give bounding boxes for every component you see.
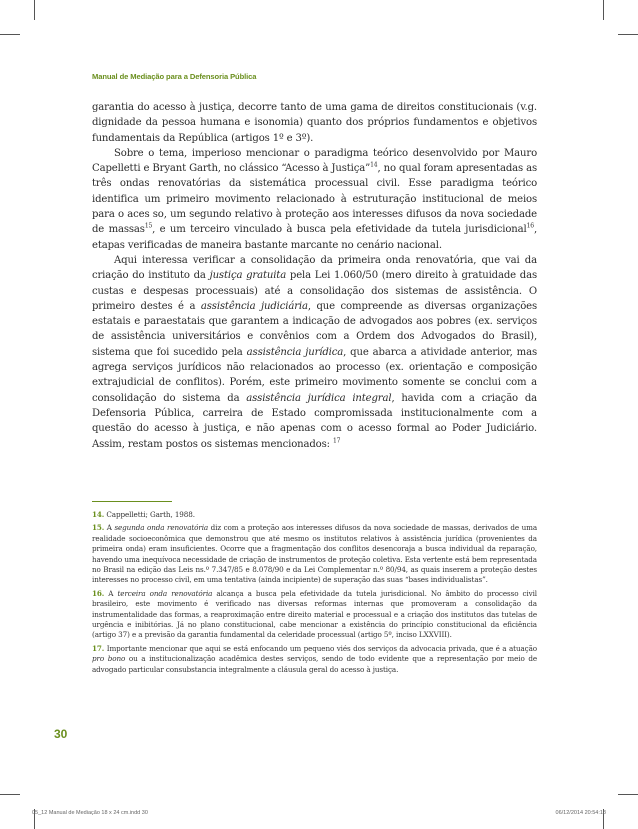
body-paragraph (92, 146, 537, 253)
text-run: , que compreende as diversas organizações estatais e paraestatais que garantem a indicação de advogados aos pobres (ex. serviços de assistência universitários e convênios com a Ordem dos Advogados do Brasil), sistema que foi sucedido pela (92, 300, 537, 358)
text-run: , e um terceiro vinculado à busca pela efetividade da tutela jurisdicional (152, 224, 527, 236)
italic-term: segunda onda renovatória (114, 523, 209, 533)
crop-mark (0, 34, 20, 35)
italic-term: assistência judiciária (200, 300, 308, 312)
text-run: , que abarca a atividade anterior, mas agrega serviços jurídicos não relacionados ao processo (ex. orientação e composição extrajudicial de conflitos). Porém, este primeiro movimento somente se conclui com a consolidação do sistema da (92, 346, 537, 404)
footnote-divider (92, 501, 172, 502)
print-slug-file: 05_12 Manual de Mediação 18 x 24 cm.indd 30 (32, 810, 148, 816)
crop-mark (603, 0, 604, 20)
text-run: diz com a proteção aos interesses difusos da nova sociedade de massas, derivados de uma realidade socioeconômica que demonstrou que até mesmo os institutos relativos à assistência jurídica (provenientes da primeira onda) eram insuficientes. Ocorre que a fragmentação dos conflitos desencoraja a busca individual da reparação, havendo uma inequívoca necessidade de criação de instrumentos de proteção coletiva. Esta vertente está bem representada no Brasil na edição das Leis ns.º 7.347/85 e 8.078/90 e da Lei Complementar n.º 80/94, as quais inserem a proteção destes interesses no processo civil, em uma tentativa (ainda incipiente) de superação das suas “bases individualistas”. (92, 523, 538, 585)
text-run: , etapas verificadas de maneira bastante marcante no cenário nacional. (92, 224, 537, 251)
footnote-number: 14. (92, 510, 105, 519)
crop-mark (618, 34, 638, 35)
text-run: garantia do acesso à justiça, decorre tanto de uma gama de direitos constitucionais (v.g. dignidade da pessoa humana e isonomia) quanto dos próprios fundamentos e objetivos fundamentais da República (artigos 1º e 3º). (92, 102, 537, 144)
print-slug-date: 06/12/2014 20:54:18 (555, 810, 606, 816)
text-run: , havida com a criação da Defensoria Pública, carreira de Estado compromissada institucionalmente com a questão do acesso à justiça, e não apenas com o acesso formal ao Poder Judiciário. Assim, restam postos os sistemas mencionados: (92, 392, 537, 450)
text-run: Importante mencionar que aqui se está enfocando um pequeno viés dos serviços da advocacia privada, que é a atuação (104, 643, 537, 653)
body-text (92, 100, 537, 452)
text-run: Cappelletti; Garth, 1988. (104, 510, 195, 519)
text-run: ou a institucionalização acadêmica destes serviços, sendo de todo evidente que a representação por meio de advogado particular consubstancia integralmente a cláusula geral do acesso à justiça. (92, 654, 537, 674)
text-run: A (104, 588, 118, 598)
italic-term: pro bono (92, 654, 126, 664)
italic-term: justiça gratuita (209, 270, 287, 282)
footnote-number: 16. (92, 588, 105, 598)
text-run: alcança a busca pela efetividade da tutela jurisdicional. No âmbito do processo civil brasileiro, este movimento é verificado nas diversas reformas internas que promoveram a consolidação da instrumentalidade das formas, a reaproximação entre direito material e processual e a criação dos institutos das tutelas de urgência e inibitórias. Já no plano constitucional, cabe mencionar a existência do princípio constitucional da eficiência (artigo 37) e a previsão da garantia fundamental da celeridade processual (artigo 5º, inciso LXXVIII). (92, 588, 537, 640)
footnote (92, 510, 537, 520)
page-number: 30 (54, 727, 68, 741)
footnote (92, 644, 537, 675)
italic-term: terceira onda renovatória (117, 588, 213, 598)
footnote (92, 523, 537, 585)
footnote-ref: 16 (526, 223, 534, 231)
footnote-ref: 14 (370, 161, 378, 169)
footnote-ref: 15 (144, 223, 153, 231)
footnote-ref: 17 (332, 437, 341, 445)
crop-mark (0, 794, 20, 795)
body-paragraph (92, 253, 537, 452)
text-run: A (104, 523, 115, 533)
italic-term: assistência jurídica integral (246, 392, 392, 404)
footnotes (92, 510, 537, 678)
text-run: Aqui interessa verificar a consolidação da primeira onda renovatória, que vai da criação do instituto da (92, 254, 537, 282)
footnote-number: 17. (92, 643, 105, 653)
footnote (92, 589, 537, 641)
crop-mark (618, 794, 638, 795)
text-run: Sobre o tema, imperioso mencionar o paradigma teórico desenvolvido por Mauro Capelletti e Bryant Garth, no clássico “Acesso à Justiça” (92, 147, 537, 175)
crop-mark (34, 0, 35, 20)
text-run: , no qual foram apresentadas as três ondas renovatórias da sistemática processual civil. Esse paradigma teórico identifica um primeiro movimento relacionado à estruturação institucional de meios para o aces so, um segundo relativo à proteção aos interesses difusos da nova sociedade de massas (92, 163, 537, 236)
body-paragraph (92, 100, 537, 146)
italic-term: assistência jurídica (246, 346, 344, 358)
footnote-number: 15. (92, 523, 105, 533)
text-run: pela Lei 1.060/50 (mero direito à gratuidade das custas e despesas processuais) até a consolidação dos sistemas de assistência. O primeiro destes é a (92, 270, 537, 312)
running-head: Manual de Mediação para a Defensoria Pública (92, 72, 257, 81)
